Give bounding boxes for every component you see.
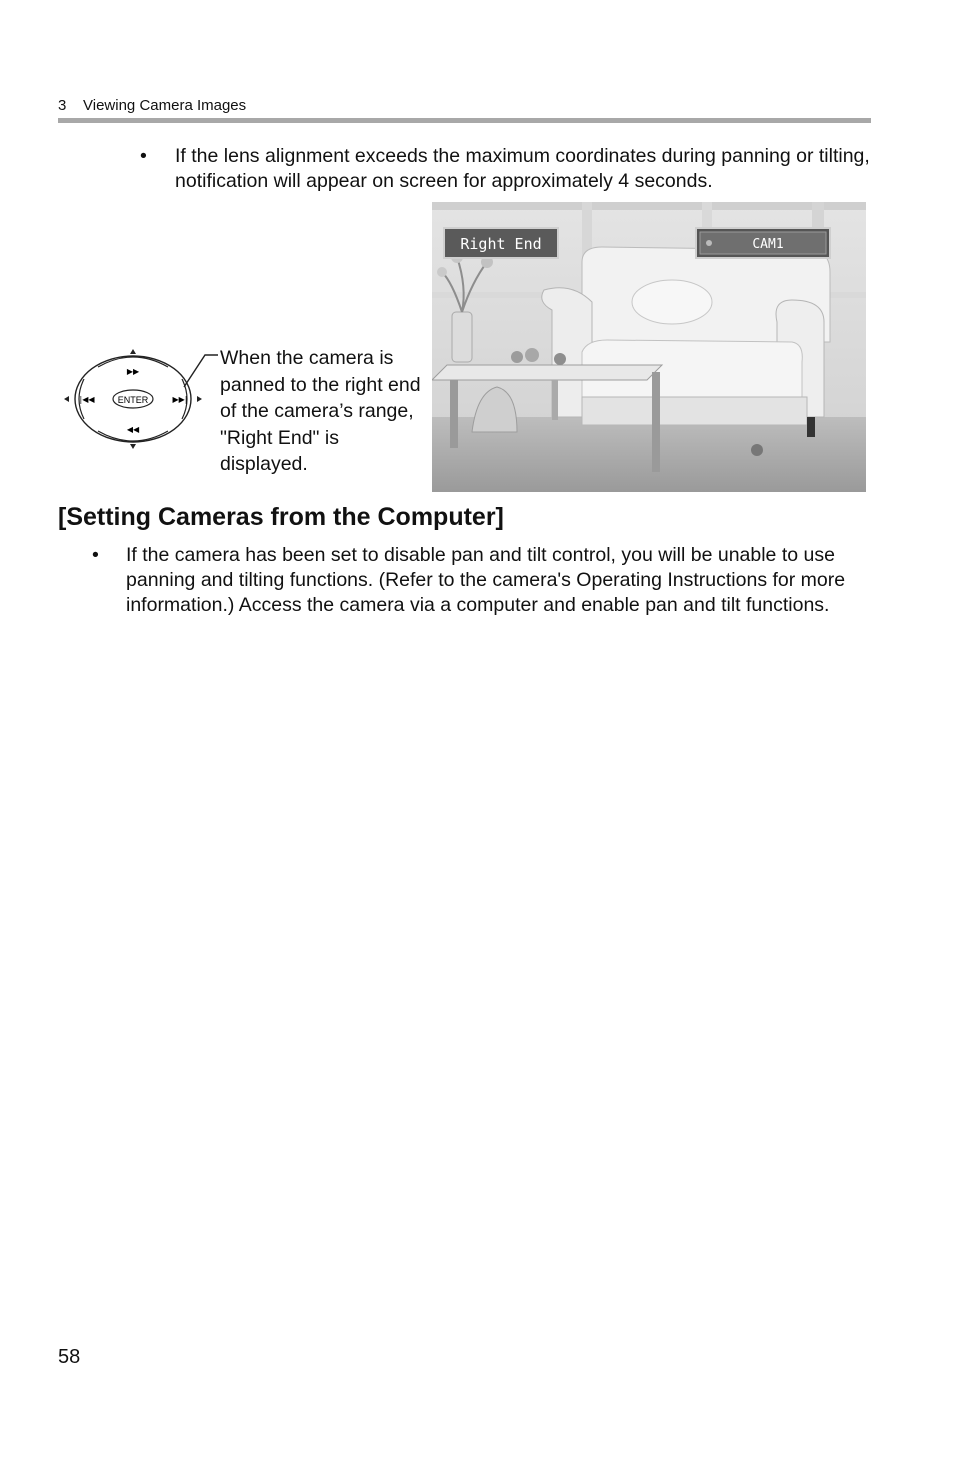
- section-title: [Setting Cameras from the Computer]: [58, 503, 504, 531]
- running-header: 3 Viewing Camera Images: [58, 97, 247, 114]
- bullet-marker: •: [92, 544, 99, 566]
- callout-text: When the camera is panned to the right end of the camera’s range, "Right End" is displayed.: [220, 347, 421, 475]
- right-skip-icon: ▶▶|: [172, 395, 188, 404]
- bullet-item-lens-alignment: [140, 144, 870, 194]
- bullet-text: If the camera has been set to disable pan and tilt control, you will be unable to use panning and tilting functions. (Refer to the camera's Operating Instructions for more information.) Access the camera via a computer and enable pan and tilt functions.: [126, 544, 846, 616]
- header-rule: [58, 118, 871, 123]
- camera-label: CAM1: [752, 237, 784, 252]
- camera-status-icon: [706, 240, 712, 246]
- bullet-text: If the lens alignment exceeds the maximum coordinates during panning or tilting, notification will appear on screen for approximately 4 seconds.: [175, 145, 870, 192]
- dpad-illustration: [60, 345, 220, 453]
- up-arrow-icon: ▶▶: [126, 367, 140, 376]
- bullet-item-disable-pan-tilt: [92, 543, 872, 618]
- bullet-marker: •: [140, 145, 147, 167]
- camera-image: [432, 202, 866, 492]
- down-arrow-icon: ◀◀: [126, 425, 140, 434]
- left-skip-icon: |◀◀: [79, 395, 95, 404]
- page-number: 58: [58, 1346, 81, 1368]
- enter-button-label: ENTER: [117, 395, 149, 405]
- right-end-notice: Right End: [460, 235, 542, 253]
